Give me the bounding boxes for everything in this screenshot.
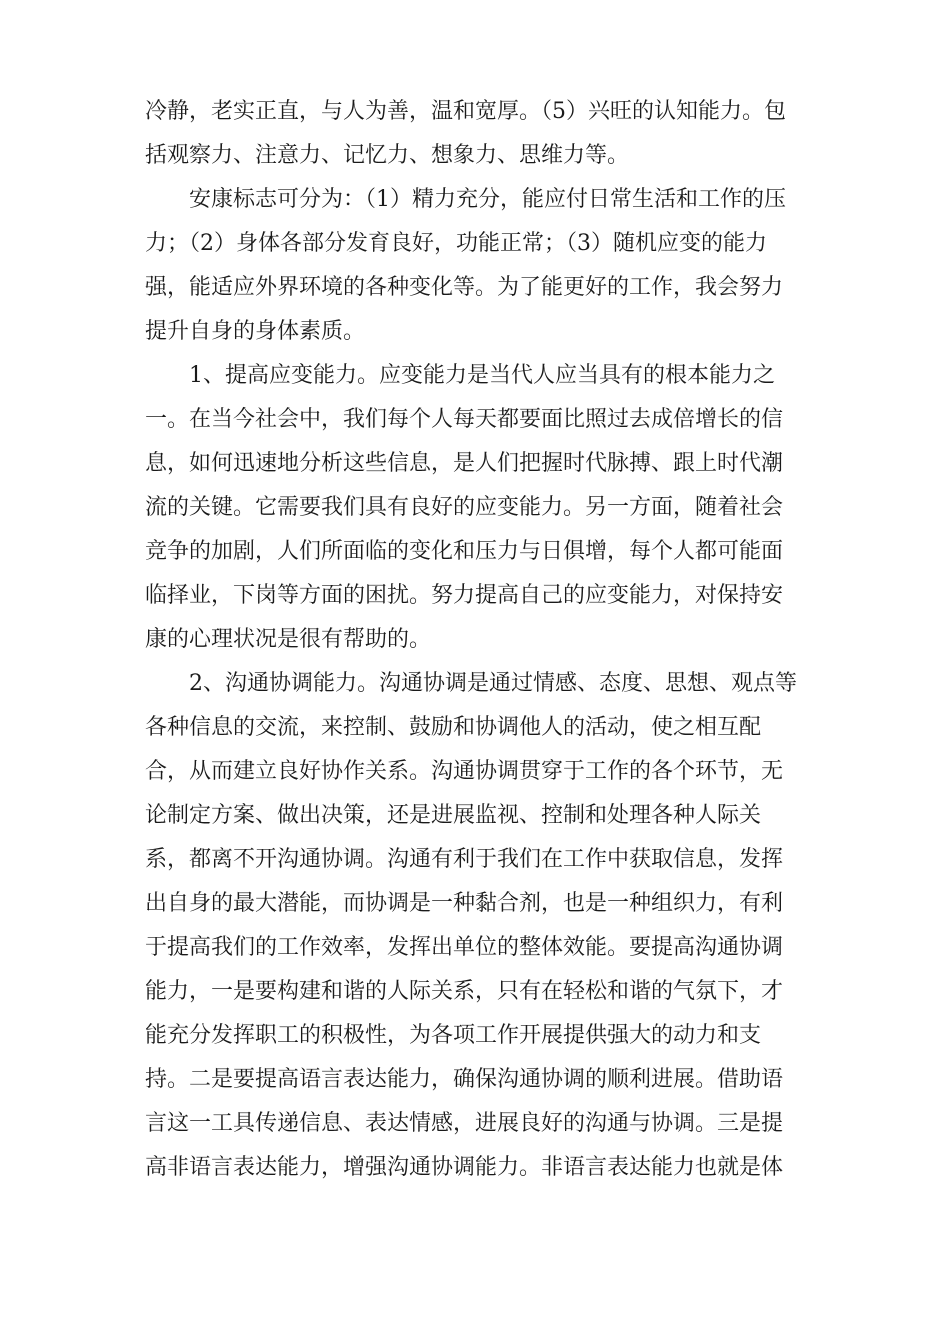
text-line-16: 合，从而建立良好协作关系。沟通协调贯穿于工作的各个环节，无	[145, 759, 784, 784]
text-line-3: 安康标志可分为：（1）精力充分，能应付日常生活和工作的压	[189, 187, 786, 212]
text-line-2: 括观察力、注意力、记忆力、想象力、思维力等。	[145, 143, 630, 168]
text-line-13: 康的心理状况是很有帮助的。	[145, 627, 432, 652]
text-line-6: 提升自身的身体素质。	[145, 319, 366, 344]
text-line-4: 力；（2）身体各部分发育良好，功能正常；（3）随机应变的能力	[145, 231, 767, 256]
text-line-14: 2、沟通协调能力。沟通协调是通过情感、态度、思想、观点等	[189, 671, 797, 696]
text-line-8: 一。在当今社会中，我们每个人每天都要面比照过去成倍增长的信	[145, 407, 784, 432]
text-line-21: 能力，一是要构建和谐的人际关系，只有在轻松和谐的气氛下，才	[145, 979, 784, 1004]
text-line-24: 言这一工具传递信息、表达情感，进展良好的沟通与协调。三是提	[145, 1111, 784, 1136]
text-line-5: 强，能适应外界环境的各种变化等。为了能更好的工作，我会努力	[145, 275, 784, 300]
text-line-11: 竞争的加剧，人们所面临的变化和压力与日俱增，每个人都可能面	[145, 539, 784, 564]
text-line-18: 系，都离不开沟通协调。沟通有利于我们在工作中获取信息，发挥	[145, 847, 784, 872]
text-line-15: 各种信息的交流，来控制、鼓励和协调他人的活动，使之相互配	[145, 715, 762, 740]
text-line-25: 高非语言表达能力，增强沟通协调能力。非语言表达能力也就是体	[145, 1155, 784, 1180]
text-line-1: 冷静，老实正直，与人为善，温和宽厚。（5）兴旺的认知能力。包	[145, 99, 786, 124]
text-line-9: 息，如何迅速地分析这些信息，是人们把握时代脉搏、跟上时代潮	[145, 451, 784, 476]
text-line-7: 1、提高应变能力。应变能力是当代人应当具有的根本能力之	[189, 363, 775, 388]
text-line-20: 于提高我们的工作效率，发挥出单位的整体效能。要提高沟通协调	[145, 935, 784, 960]
text-line-23: 持。二是要提高语言表达能力，确保沟通协调的顺利进展。借助语	[145, 1067, 784, 1092]
text-line-12: 临择业，下岗等方面的困扰。努力提高自己的应变能力，对保持安	[145, 583, 784, 608]
text-line-17: 论制定方案、做出决策，还是进展监视、控制和处理各种人际关	[145, 803, 762, 828]
text-line-10: 流的关键。它需要我们具有良好的应变能力。另一方面，随着社会	[145, 495, 784, 520]
text-line-22: 能充分发挥职工的积极性，为各项工作开展提供强大的动力和支	[145, 1023, 762, 1048]
text-line-19: 出自身的最大潜能，而协调是一种黏合剂，也是一种组织力，有利	[145, 891, 784, 916]
